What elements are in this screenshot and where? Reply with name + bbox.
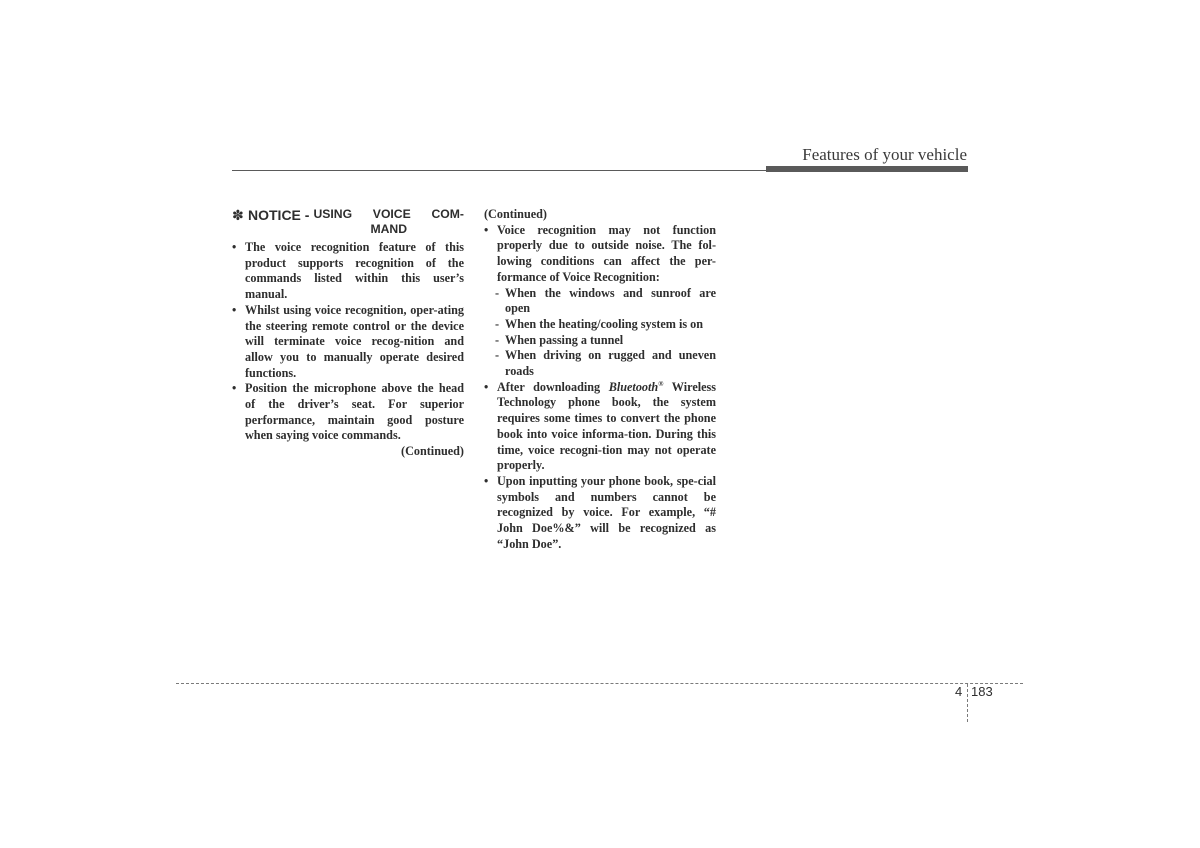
notice-label: NOTICE - [248, 207, 310, 223]
bluetooth-brand: Bluetooth [608, 379, 659, 394]
notice-heading [232, 207, 464, 237]
footer-rule [176, 683, 1023, 684]
footer-divider [967, 684, 968, 722]
condition-item: - When the heating/cooling system is on [495, 316, 704, 331]
bullet-text-rest: Wireless Technology phone book, the system requires some times to convert the phone book into voice informa-tion. During this time, voice recogni-tion may not operate properly. [497, 379, 717, 473]
right-column [484, 207, 716, 552]
header-rule [232, 170, 767, 171]
left-column [232, 207, 464, 460]
continued-heading: (Continued) [484, 207, 547, 221]
notice-subtitle: USING VOICE COM-MAND [313, 207, 464, 236]
bullet-text-prefix: After downloading [497, 379, 609, 394]
bullet-item: • Position the microphone above the head of the driver’s seat. For superior performance, maintain good posture when saying voice commands. [232, 381, 464, 444]
bullet-item [484, 223, 716, 286]
condition-item: - When passing a tunnel [495, 332, 624, 347]
chapter-number: 4 [955, 684, 963, 699]
condition-text: When the heating/cooling system is on [505, 316, 704, 331]
bullet-item: • Upon inputting your phone book, spe-cial symbols and numbers cannot be recognized by voice. For example, “# John Doe%&” will be recognized as “John Doe”. [484, 474, 716, 553]
registered-mark: ® [658, 379, 664, 388]
header-rule-accent [766, 166, 968, 172]
condition-text: When driving on rugged and uneven roads [505, 348, 716, 379]
condition-item: - When driving on rugged and uneven roads [495, 348, 716, 379]
notice-star-icon: ✽ [232, 207, 244, 223]
bullet-item: • Whilst using voice recognition, oper-ating the steering remote control or the device will terminate voice recog-nition and allow you to manually operate desired functions. [232, 303, 464, 382]
notice-bullet-list-more [484, 380, 716, 553]
condition-text: When the windows and sunroof are open [505, 285, 716, 316]
continued-label: (Continued) [401, 444, 464, 459]
page-number: 183 [971, 684, 993, 699]
bullet-text: Voice recognition may not function properly due to outside noise. The fol-lowing conditions can affect the per-formance of Voice Recognition: [497, 222, 716, 284]
notice-bullet-list-continued [484, 223, 716, 286]
condition-text: When passing a tunnel [505, 332, 624, 347]
bullet-item [484, 380, 716, 474]
condition-list [484, 286, 716, 380]
bullet-item: • The voice recognition feature of this product supports recognition of the commands listed within this user’s manual. [232, 240, 464, 303]
section-header-title: Features of your vehicle [802, 145, 967, 164]
condition-item: - When the windows and sunroof are open [495, 285, 716, 316]
notice-bullet-list [232, 240, 464, 444]
